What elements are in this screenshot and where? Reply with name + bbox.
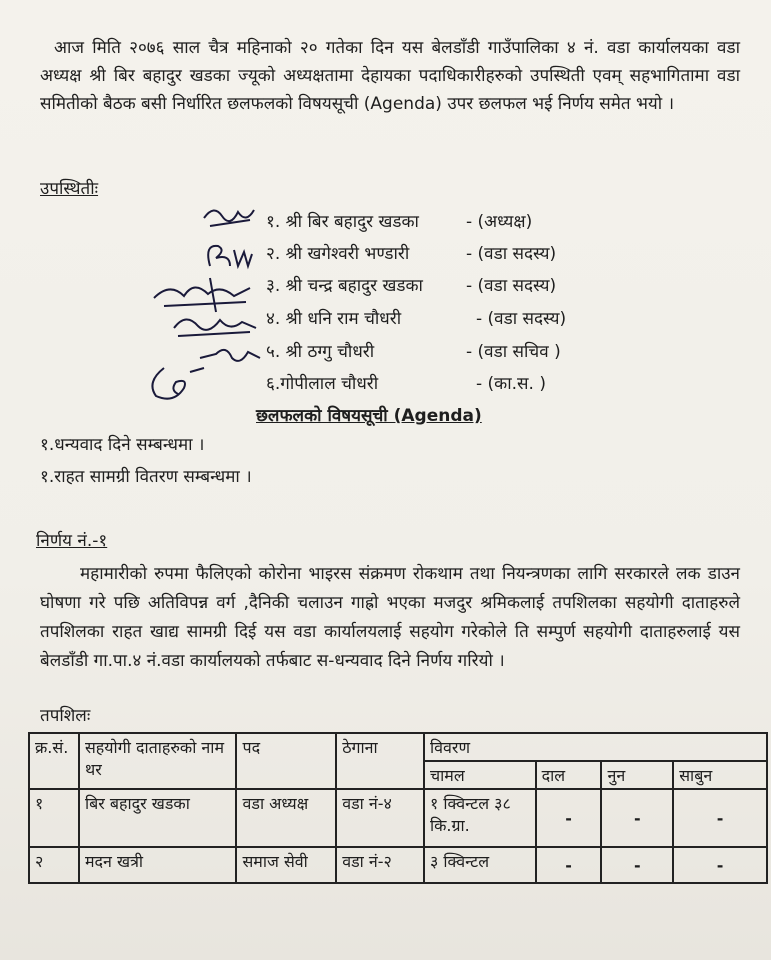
decision-paragraph: महामारीको रुपमा फैलिएको कोरोना भाइरस संक्रमण रोकथाम तथा नियन्त्रणका लागि सरकारले लक डाउन घोषणा गरे पछि अतिविपन्न वर्ग ,दैनिकी चलाउन गाह्रो भएका मजदुर श्रमिकलाई तपशिलका सहयोगी दाताहरुले तपशिलका राहत खाद्य सामग्री दिई यस वडा कार्यालयलाई सहयोग गरेकोले ति सम्पुर्ण सहयोगी दाताहरुलाई यस बेलडाँडी गा.पा.४ नं.वडा कार्यालयको तर्फबाट स-धन्यवाद दिने निर्णय गरियो । [40,564,740,671]
signature-1-icon [200,200,264,234]
attendee-role: - (वडा सदस्य) [476,309,567,329]
agenda-item: १.राहत सामग्री वितरण सम्बन्धमा । [40,467,252,487]
donor-table [28,732,768,884]
attendee-name: ६.गोपीलाल चौधरी [266,374,379,394]
intro-paragraph: आज मिति २०७६ साल चैत्र महिनाको २० गतेका दिन यस बेलडाँडी गाउँपालिका ४ नं. वडा कार्यालयका वडा अध्यक्ष श्री बिर बहादुर खडका ज्यूको अध्यक्षतामा देहायका पदाधिकारीहरुको उपस्थिती एवम् सहभागितामा वडा समितीको बैठक बसी निर्धारित छलफलको विषयसूची (Agenda) उपर छलफल भई निर्णय समेत भयो । [40,38,740,114]
attendee-role: - (वडा सचिव ) [466,342,561,362]
cell-post: समाज सेवी [236,847,336,883]
agenda-item: १.धन्यवाद दिने सम्बन्धमा । [40,435,205,455]
attendee-role: - (का.स. ) [476,374,546,394]
header-address: ठेगाना [336,733,424,789]
cell-post: वडा अध्यक्ष [236,789,336,847]
attendee-role: - (अध्यक्ष) [466,212,533,232]
signature-6-icon [144,360,214,404]
attendee-name: २. श्री खगेश्वरी भण्डारी [266,244,410,264]
cell-salt: - [601,789,673,847]
attendance-heading: उपस्थितीः [40,179,99,199]
table-row [29,789,767,847]
signature-4-icon [168,306,264,342]
attendee-name: ४. श्री धनि राम चौधरी [266,309,402,329]
table-header-row [29,733,767,761]
header-donor: सहयोगी दाताहरुको नाम थर [79,733,237,789]
cell-address: वडा नं-४ [336,789,424,847]
attendee-role: - (वडा सदस्य) [466,244,557,264]
cell-rice: १ क्विन्टल ३८ कि.ग्रा. [424,789,536,847]
header-sn: क्र.सं. [29,733,79,789]
agenda-heading: छलफलको विषयसूची (Agenda) [256,406,482,426]
header-soap: साबुन [673,761,767,789]
cell-address: वडा नं-२ [336,847,424,883]
attendee-name: ३. श्री चन्द्र बहादुर खडका [266,276,423,296]
cell-sn: १ [29,789,79,847]
table-row [29,847,767,883]
cell-lentil: - [536,789,602,847]
signature-2-icon [200,236,264,276]
header-salt: नुन [601,761,673,789]
cell-soap: - [673,789,767,847]
cell-sn: २ [29,847,79,883]
header-lentil: दाल [536,761,602,789]
cell-donor: मदन खत्री [79,847,237,883]
header-description: विवरण [424,733,767,761]
cell-donor: बिर बहादुर खडका [79,789,237,847]
details-label: तपशिलः [40,706,91,726]
header-rice: चामल [424,761,536,789]
cell-salt: - [601,847,673,883]
cell-rice: ३ क्विन्टल [424,847,536,883]
cell-soap: - [673,847,767,883]
attendee-name: १. श्री बिर बहादुर खडका [266,212,419,232]
header-post: पद [236,733,336,789]
attendee-role: - (वडा सदस्य) [466,276,557,296]
attendee-name: ५. श्री ठग्गु चौधरी [266,342,375,362]
decision-heading: निर्णय नं.-१ [36,531,108,551]
cell-lentil: - [536,847,602,883]
